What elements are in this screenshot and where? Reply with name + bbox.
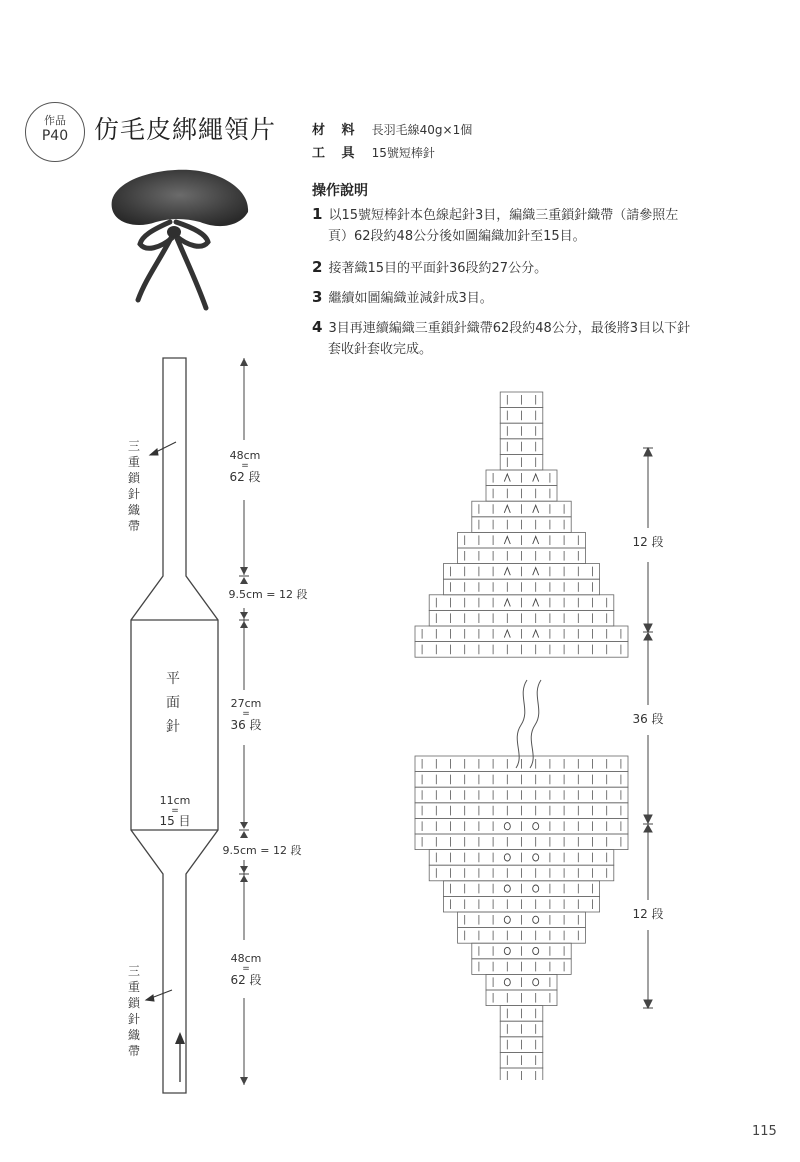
band-label-char: 針: [127, 1012, 141, 1026]
band-label-char: 針: [127, 487, 141, 501]
chart-middle-rows: 36 段: [632, 712, 664, 726]
band-label-char: 織: [127, 1028, 141, 1042]
knit-direction-arrow: [175, 1032, 185, 1082]
top-band-rows: 62 段: [229, 470, 261, 484]
increase-measure: 9.5cm = 12 段: [228, 588, 308, 601]
width-sts: 15 目: [159, 814, 191, 828]
knitting-chart: [400, 380, 700, 1080]
page-title: 仿毛皮綁繩領片: [94, 115, 277, 144]
body-label-char: 面: [166, 695, 180, 711]
bottom-band-rows: 62 段: [230, 973, 262, 987]
width-cm: 11cm: [159, 794, 191, 807]
top-band-cm: 48cm: [229, 449, 261, 462]
material-value: 長羽毛線40g×1個: [371, 123, 473, 137]
bottom-band-cm: 48cm: [230, 952, 262, 965]
step-2: [312, 257, 732, 279]
material-row: [312, 119, 472, 138]
band-label-char: 重: [127, 980, 141, 994]
body-cm: 27cm: [230, 697, 262, 710]
band-label-char: 三: [127, 964, 141, 978]
step-number: 4: [312, 318, 323, 336]
band-label-char: 鎖: [127, 996, 141, 1010]
body-label-char: 平: [166, 671, 180, 687]
step-number: 3: [312, 288, 323, 306]
body-rows: 36 段: [230, 718, 262, 732]
step-text-cont: 頁）62段約48公分後如圖編織加針至15目。: [328, 229, 586, 244]
step-number: 1: [312, 205, 323, 223]
band-label-bottom: [128, 964, 141, 1058]
body-label-char: 針: [166, 719, 180, 735]
page-number: 115: [752, 1124, 777, 1139]
band-label-top: [128, 439, 141, 533]
tool-label: 工 具: [312, 146, 361, 161]
step-text: 接著織15目的平面針36段約27公分。: [328, 261, 548, 276]
body-equals: =: [242, 709, 250, 719]
badge-label: 作品: [44, 114, 66, 127]
step-text: 繼續如圖編織並減針成3目。: [328, 291, 493, 306]
step-text: 以15號短棒針本色線起針3目，編織三重鎖針織帶（請參照左: [328, 208, 679, 223]
top-band-equals: =: [241, 461, 249, 471]
bottom-band-equals: =: [242, 964, 250, 974]
band-leader-bottom: [146, 990, 172, 1001]
chart-bottom-section: [415, 756, 628, 1080]
body-label: [166, 671, 180, 735]
step-4: [312, 317, 732, 360]
material-label: 材 料: [312, 123, 361, 138]
band-label-char: 織: [127, 503, 141, 517]
step-text: 3目再連續編織三重鎖針織帶62段約48公分，最後將3目以下針: [328, 321, 691, 336]
width-equals: =: [171, 806, 179, 816]
step-1: [312, 204, 732, 247]
decrease-measure: 9.5cm = 12 段: [222, 844, 302, 857]
step-3: [312, 287, 732, 309]
chart-bottom-rows: 12 段: [632, 907, 664, 921]
band-label-char: 重: [127, 455, 141, 469]
band-label-char: 帶: [127, 519, 141, 533]
band-label-char: 鎖: [127, 471, 141, 485]
chart-break-marks: [516, 680, 541, 768]
band-label-char: 帶: [127, 1044, 141, 1058]
step-number: 2: [312, 258, 323, 276]
schematic-diagram: [0, 0, 330, 1162]
step-text-cont: 套收針套收完成。: [328, 342, 433, 357]
chart-top-section: [415, 392, 628, 657]
instructions-title: 操作說明: [312, 183, 368, 199]
tool-row: [312, 142, 435, 161]
chart-top-rows: 12 段: [632, 535, 664, 549]
badge-page: P40: [41, 128, 69, 144]
band-label-char: 三: [127, 439, 141, 453]
tool-value: 15號短棒針: [371, 146, 435, 160]
